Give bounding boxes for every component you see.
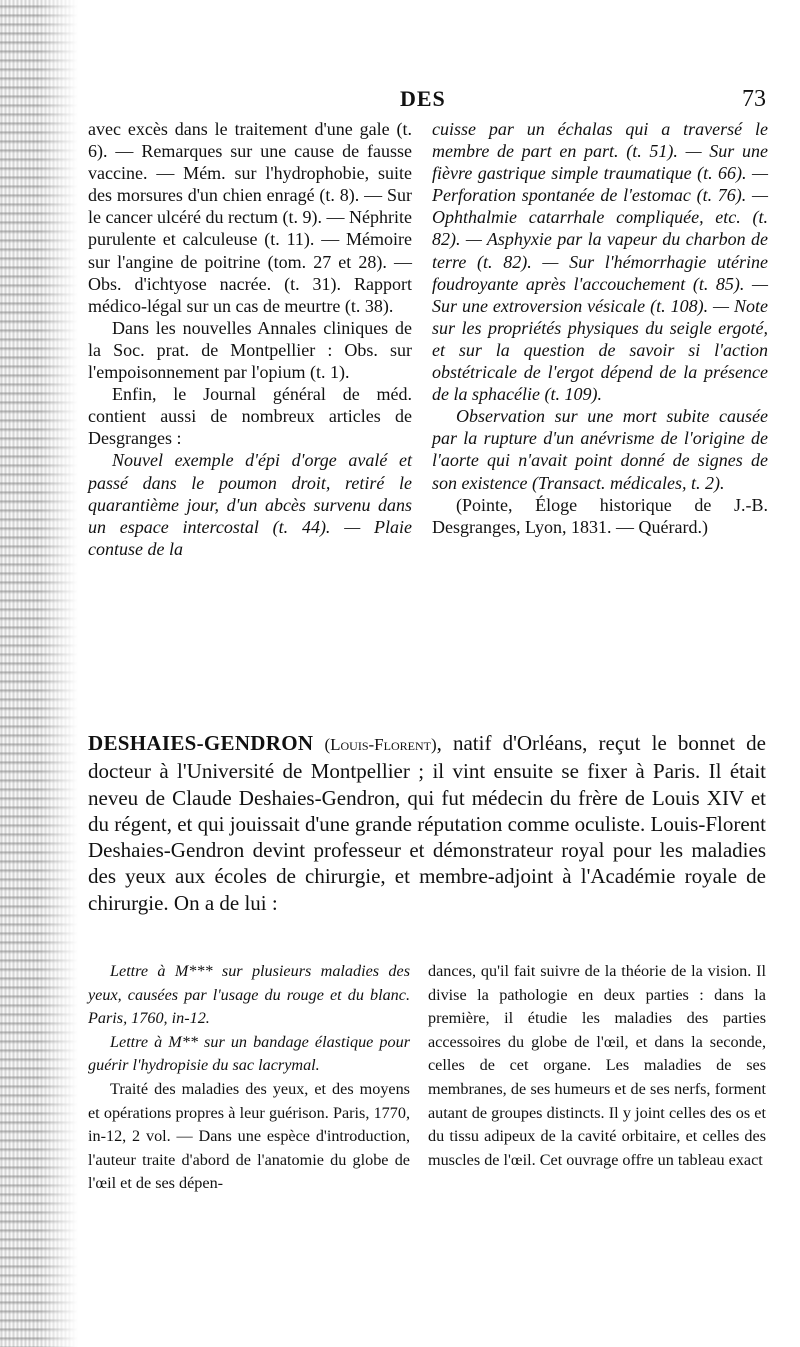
paragraph: Observation sur une mort subite causée par la rupture d'un anévrisme de l'origine de l'aorte qui n'avait point donné de signes de son existence (Transact. médicales, t. 2).: [432, 406, 768, 493]
top-right-column: [432, 118, 768, 538]
bibliography-item: Lettre à M** sur un bandage élastique pour guérir l'hydropisie du sac lacrymal.: [88, 1032, 410, 1075]
top-left-column: [88, 118, 412, 560]
entry-given-name: (Louis-Florent): [324, 735, 437, 754]
entry-text: , natif d'Orléans, reçut le bonnet de docteur à l'Université de Montpellier ; il vint ensuite se fixer à Paris. Il était neveu de Claude Deshaies-Gendron, qui fut médecin du frère de Louis XIV et du régent, et qui jouissait d'une grande réputation comme oculiste. Louis-Florent Deshaies-Gendron devint professeur et démonstrateur royal pour les maladies des yeux aux écoles de chirurgie, et membre-adjoint à l'Académie royale de chirurgie. On a de lui :: [88, 731, 766, 915]
paragraph: Nouvel exemple d'épi d'orge avalé et passé dans le poumon droit, retiré le quarantième jour, d'un abcès survenu dans un espace intercostal (t. 44). — Plaie contuse de la: [88, 450, 412, 559]
paragraph: avec excès dans le traitement d'une gale (t. 6). — Remarques sur une cause de fausse vaccine. — Mém. sur l'hydrophobie, suite des morsures d'un chien enragé (t. 8). — Sur le cancer ulcéré du rectum (t. 9). — Néphrite purulente et calculeuse (t. 11). — Mémoire sur l'angine de poitrine (tom. 27 et 28). — Obs. d'ichtyose nacrée. (t. 31). Rapport médico-légal sur un cas de meurtre (t. 38).: [88, 119, 412, 316]
paragraph: dances, qu'il fait suivre de la théorie de la vision. Il divise la pathologie en deux parties : dans la première, il étudie les maladies des parties accessoires du globe de l'œil, et dans la seconde, celles de cet organe. Les maladies de ses membranes, de ses humeurs et de ses nerfs, forment autant de groupes distincts. Il y joint celles des os et du tissu adipeux de la cavité orbitaire, et celles des muscles de l'œil. Cet ouvrage offre un tableau exact: [428, 962, 766, 1169]
page-number: 73: [742, 86, 766, 112]
paragraph: Enfin, le Journal général de méd. contient aussi de nombreux articles de Desgranges :: [88, 384, 412, 449]
paragraph: cuisse par un échalas qui a traversé le membre de part en part. (t. 51). — Sur une fièvre gastrique simple traumatique (t. 66). — Perforation spontanée de l'estomac (t. 76). — Ophthalmie catarrhale compliquée, etc. (t. 82). — Asphyxie par la vapeur du charbon de terre (t. 82). — Sur l'hémorrhagie utérine foudroyante après l'accouchement (t. 85). — Sur une extroversion vésicale (t. 108). — Note sur les propriétés physiques du seigle ergoté, et sur la question de savoir si l'action obstétricale de l'ergot dépend de la présence de la sphacélie (t. 109).: [432, 119, 768, 405]
bibliography-item: Traité des maladies des yeux, et des moyens et opérations propres à leur guérison. Paris, 1770, in-12, 2 vol. — Dans une espèce d'introduction, l'auteur traite d'abord de l'anatomie du globe de l'œil et de ses dépen-: [88, 1079, 410, 1193]
bottom-right-column: [428, 960, 766, 1172]
entry-headword: DESHAIES-GENDRON: [88, 731, 314, 755]
paragraph: (Pointe, Éloge historique de J.-B. Desgranges, Lyon, 1831. — Quérard.): [432, 494, 768, 537]
bibliography-item: Lettre à M*** sur plusieurs maladies des yeux, causées par l'usage du rouge et du blanc. Paris, 1760, in-12.: [88, 962, 410, 1028]
biography-entry: [88, 730, 766, 916]
bottom-left-column: [88, 960, 410, 1196]
scan-edge-fade: [38, 0, 78, 1347]
paragraph: Dans les nouvelles Annales cliniques de la Soc. prat. de Montpellier : Obs. sur l'empoisonnement par l'opium (t. 1).: [88, 317, 412, 383]
running-head: DES: [400, 86, 446, 111]
